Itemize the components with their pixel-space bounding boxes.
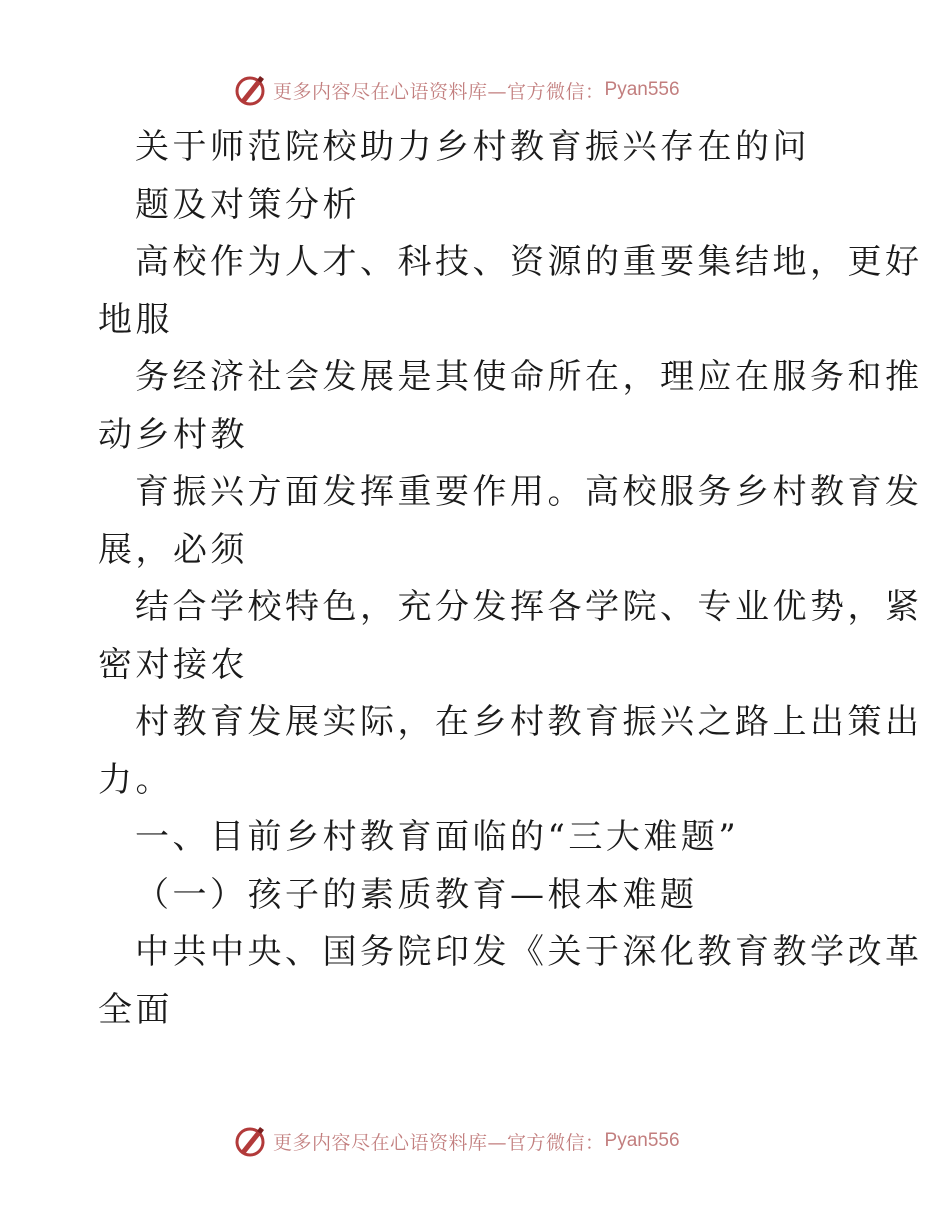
paragraph-line: 地服 [98, 299, 173, 340]
paragraph-line: 动乡村教 [98, 414, 248, 455]
paragraph-line: 高校作为人才、科技、资源的重要集结地，更好 [135, 242, 923, 282]
paragraph-line: 密对接农 [98, 644, 248, 685]
paragraph-line: 展，必须 [98, 529, 248, 570]
watermark-wechat-id: Pyan556 [604, 79, 680, 100]
paragraph-line: 村教育发展实际，在乡村教育振兴之路上出策出 [135, 702, 923, 742]
paragraph-line: 结合学校特色，充分发挥各学院、专业优势，紧 [135, 587, 923, 627]
document-body [98, 119, 923, 1039]
paragraph-line: 务经济社会发展是其使命所在，理应在服务和推 [135, 357, 923, 397]
section-heading: 一、目前乡村教育面临的“三大难题” [135, 817, 740, 857]
title-line-1: 关于师范院校助力乡村教育振兴存在的问 [135, 127, 810, 167]
header-watermark [233, 70, 680, 110]
red-pen-circle-logo-icon [233, 1124, 267, 1158]
watermark-wechat-id: Pyan556 [604, 1130, 680, 1151]
footer-watermark [233, 1121, 680, 1161]
paragraph-line: 全面 [98, 989, 173, 1030]
paragraph-line: 中共中央、国务院印发《关于深化教育教学改革 [135, 932, 923, 972]
watermark-text: 更多内容尽在心语资料库—官方微信： [273, 80, 605, 103]
paragraph-line: 力。 [98, 759, 173, 800]
watermark-text: 更多内容尽在心语资料库—官方微信： [273, 1131, 605, 1154]
title-line-2: 题及对策分析 [135, 184, 360, 225]
subsection-heading: （一）孩子的素质教育—根本难题 [135, 874, 698, 915]
red-pen-circle-logo-icon [233, 73, 267, 107]
paragraph-line: 育振兴方面发挥重要作用。高校服务乡村教育发 [135, 472, 923, 512]
